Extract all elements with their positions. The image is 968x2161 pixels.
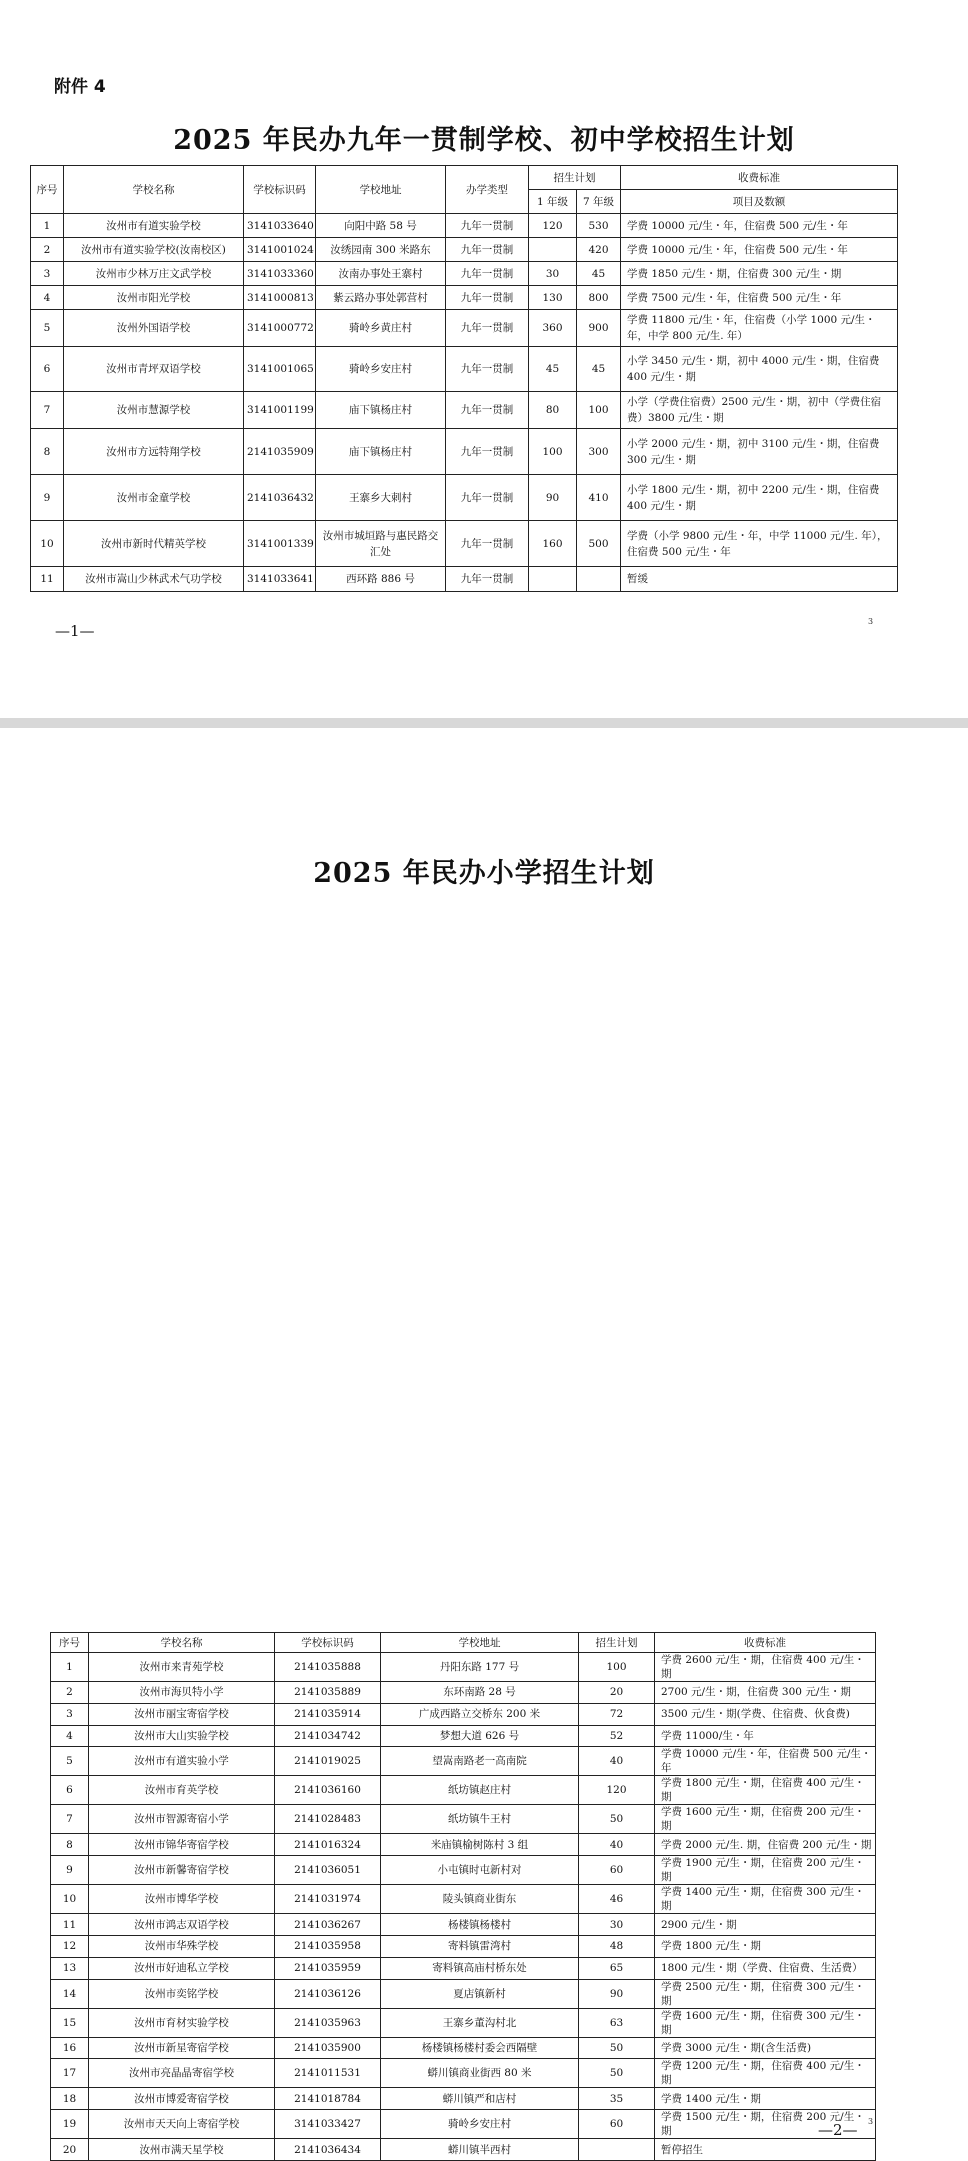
cell-code: 2141036432 [244,475,316,521]
cell-g1: 160 [529,521,577,567]
attachment-label: 附件 4 [54,77,106,97]
table-row [51,2059,876,2088]
table-row [51,2037,876,2059]
cell-plan: 48 [579,1935,655,1957]
table-row [51,2008,876,2037]
cell-code: 2141036434 [275,2139,381,2161]
table-row [31,214,898,238]
cell-seq: 9 [31,475,64,521]
cell-fee: 小学 2000 元/生・期，初中 3100 元/生・期，住宿费 300 元/生・期 [621,429,898,475]
cell-plan: 63 [579,2008,655,2037]
header-grade-7: 7 年级 [577,190,621,214]
cell-type: 九年一贯制 [446,286,529,310]
cell-g1: 30 [529,262,577,286]
table-row [51,2110,876,2139]
cell-seq: 18 [51,2088,89,2110]
cell-type: 九年一贯制 [446,310,529,347]
cell-g7: 300 [577,429,621,475]
cell-seq: 5 [51,1747,89,1776]
table-row [51,1747,876,1776]
cell-seq: 10 [31,521,64,567]
cell-plan: 100 [579,1653,655,1682]
cell-type: 九年一贯制 [446,521,529,567]
cell-g7: 410 [577,475,621,521]
cell-code: 2141035959 [275,1957,381,1979]
cell-g1: 100 [529,429,577,475]
cell-seq: 2 [51,1682,89,1704]
cell-seq: 19 [51,2110,89,2139]
cell-seq: 7 [51,1805,89,1834]
cell-fee: 学费 10000 元/生・年，住宿费 500 元/生・年 [655,1747,876,1776]
cell-seq: 8 [31,429,64,475]
header-school-address: 学校地址 [381,1633,579,1653]
cell-name: 汝州市智源寄宿小学 [89,1805,275,1834]
cell-plan: 120 [579,1776,655,1805]
cell-code: 2141018784 [275,2088,381,2110]
table-row [31,392,898,429]
cell-seq: 17 [51,2059,89,2088]
table-row [31,310,898,347]
cell-g7: 900 [577,310,621,347]
cell-address: 庙下镇杨庄村 [316,392,446,429]
cell-address: 陵头镇商业街东 [381,1885,579,1914]
cell-fee: 学费 1400 元/生・期，住宿费 300 元/生・期 [655,1885,876,1914]
cell-name: 汝州市来青苑学校 [89,1653,275,1682]
cell-name: 汝州市好迪私立学校 [89,1957,275,1979]
cell-name: 汝州市慧源学校 [64,392,244,429]
table-row [51,1703,876,1725]
table-row [51,1776,876,1805]
middle-school-enrollment-table [30,165,898,592]
cell-name: 汝州市有道实验小学 [89,1747,275,1776]
corner-mark: 3 [868,617,874,626]
table-row [51,1725,876,1747]
table-row [31,567,898,592]
cell-plan: 40 [579,1834,655,1856]
table-row [31,286,898,310]
cell-name: 汝州市博爱寄宿学校 [89,2088,275,2110]
cell-fee: 小学 3450 元/生・期，初中 4000 元/生・期，住宿费 400 元/生・期 [621,347,898,392]
primary-school-table-body [51,1653,876,2161]
cell-code: 2141035909 [244,429,316,475]
cell-code: 2141031974 [275,1885,381,1914]
cell-seq: 1 [31,214,64,238]
table-row [51,1653,876,1682]
table-row [51,1856,876,1885]
cell-fee: 小学（学费住宿费）2500 元/生・期，初中（学费住宿费）3800 元/生・期 [621,392,898,429]
cell-address: 蟒川镇严和店村 [381,2088,579,2110]
cell-name: 汝州市新时代精英学校 [64,521,244,567]
cell-type: 九年一贯制 [446,262,529,286]
cell-code: 2141011531 [275,2059,381,2088]
cell-name: 汝州外国语学校 [64,310,244,347]
cell-code: 2141035900 [275,2037,381,2059]
cell-code: 3141000813 [244,286,316,310]
cell-code: 2141016324 [275,1834,381,1856]
header-enrollment-plan: 招生计划 [579,1633,655,1653]
cell-name: 汝州市亮晶晶寄宿学校 [89,2059,275,2088]
cell-plan: 35 [579,2088,655,2110]
cell-fee: 小学 1800 元/生・期，初中 2200 元/生・期，住宿费 400 元/生・期 [621,475,898,521]
cell-type: 九年一贯制 [446,567,529,592]
cell-type: 九年一贯制 [446,392,529,429]
cell-g7: 100 [577,392,621,429]
cell-fee: 学费（小学 9800 元/生・年，中学 11000 元/生. 年），住宿费 500 元/生・年 [621,521,898,567]
page-number: —2— [818,2121,858,2139]
cell-seq: 9 [51,1856,89,1885]
table-row [51,1914,876,1936]
cell-name: 汝州市大山实验学校 [89,1725,275,1747]
primary-school-enrollment-table [50,1632,876,2161]
cell-plan: 90 [579,1979,655,2008]
cell-code: 3141033427 [275,2110,381,2139]
header-enrollment-plan: 招生计划 [529,166,621,190]
header-fee-standard: 收费标准 [655,1633,876,1653]
cell-g1: 130 [529,286,577,310]
cell-name: 汝州市新馨寄宿学校 [89,1856,275,1885]
cell-code: 2141019025 [275,1747,381,1776]
cell-fee: 1800 元/生・期（学费、住宿费、生活费） [655,1957,876,1979]
cell-address: 广成西路立交桥东 200 米 [381,1703,579,1725]
cell-g7: 800 [577,286,621,310]
cell-plan: 52 [579,1725,655,1747]
header-school-code: 学校标识码 [275,1633,381,1653]
table-row [51,1979,876,2008]
table-row [51,1957,876,1979]
table-row [51,1682,876,1704]
cell-type: 九年一贯制 [446,214,529,238]
table-row [31,347,898,392]
cell-type: 九年一贯制 [446,347,529,392]
header-fee-items: 项目及数额 [621,190,898,214]
table-row [51,1885,876,1914]
cell-name: 汝州市华殊学校 [89,1935,275,1957]
cell-code: 2141035888 [275,1653,381,1682]
corner-mark: 3 [868,2117,874,2126]
header-seq: 序号 [51,1633,89,1653]
cell-seq: 4 [31,286,64,310]
cell-fee: 学费 1800 元/生・期，住宿费 400 元/生・期 [655,1776,876,1805]
table-row [31,521,898,567]
cell-g7: 530 [577,214,621,238]
cell-plan: 50 [579,2059,655,2088]
header-fee-standard: 收费标准 [621,166,898,190]
cell-fee: 学费 2000 元/生. 期，住宿费 200 元/生・期 [655,1834,876,1856]
cell-name: 汝州市有道实验学校 [64,214,244,238]
middle-school-table-body [31,214,898,592]
cell-seq: 3 [31,262,64,286]
cell-fee: 学费 1900 元/生・期，住宿费 200 元/生・期 [655,1856,876,1885]
cell-plan: 40 [579,1747,655,1776]
document-page-2 [0,728,968,2156]
cell-fee: 3500 元/生・期(学费、住宿费、伙食费) [655,1703,876,1725]
cell-address: 夏店镇新村 [381,1979,579,2008]
cell-code: 2141035963 [275,2008,381,2037]
header-school-name: 学校名称 [89,1633,275,1653]
cell-name: 汝州市少林万庄文武学校 [64,262,244,286]
cell-code: 2141035889 [275,1682,381,1704]
cell-code: 3141033640 [244,214,316,238]
cell-g1: 45 [529,347,577,392]
cell-name: 汝州市有道实验学校(汝南校区) [64,238,244,262]
cell-name: 汝州市育材实验学校 [89,2008,275,2037]
cell-address: 望嵩南路老一高南院 [381,1747,579,1776]
header-school-name: 学校名称 [64,166,244,214]
cell-address: 西环路 886 号 [316,567,446,592]
cell-address: 杨楼镇杨楼村 [381,1914,579,1936]
cell-plan: 72 [579,1703,655,1725]
cell-fee: 学费 2500 元/生・期，住宿费 300 元/生・期 [655,1979,876,2008]
cell-fee: 学费 1400 元/生・期 [655,2088,876,2110]
page-title-middle-school: 2025 年民办九年一贯制学校、初中学校招生计划 [173,125,795,156]
cell-seq: 12 [51,1935,89,1957]
cell-g1: 120 [529,214,577,238]
cell-name: 汝州市博华学校 [89,1885,275,1914]
cell-address: 杨楼镇杨楼村委会西隔壁 [381,2037,579,2059]
cell-code: 3141001065 [244,347,316,392]
cell-address: 丹阳东路 177 号 [381,1653,579,1682]
cell-code: 2141036051 [275,1856,381,1885]
cell-address: 王寨乡董沟村北 [381,2008,579,2037]
cell-type: 九年一贯制 [446,475,529,521]
cell-seq: 6 [51,1776,89,1805]
cell-plan: 60 [579,1856,655,1885]
cell-name: 汝州市丽宝寄宿学校 [89,1703,275,1725]
page-title-primary-school: 2025 年民办小学招生计划 [313,858,655,889]
cell-address: 紫云路办事处郭营村 [316,286,446,310]
cell-code: 3141033641 [244,567,316,592]
cell-fee: 学费 11800 元/生・年，住宿费（小学 1000 元/生・年，中学 800 元/生. 年） [621,310,898,347]
table-row [31,262,898,286]
cell-fee: 学费 3000 元/生・期(含生活费) [655,2037,876,2059]
cell-address: 寄料镇雷湾村 [381,1935,579,1957]
cell-address: 骑岭乡安庄村 [316,347,446,392]
document-page-1 [0,0,968,718]
cell-code: 2141036267 [275,1914,381,1936]
cell-g1: 80 [529,392,577,429]
table-row [51,2139,876,2161]
cell-seq: 13 [51,1957,89,1979]
table-row [51,1935,876,1957]
cell-seq: 2 [31,238,64,262]
cell-address: 纸坊镇赵庄村 [381,1776,579,1805]
cell-name: 汝州市满天星学校 [89,2139,275,2161]
cell-fee: 学费 7500 元/生・年，住宿费 500 元/生・年 [621,286,898,310]
cell-address: 蟒川镇半西村 [381,2139,579,2161]
cell-address: 骑岭乡安庄村 [381,2110,579,2139]
cell-address: 蟒川镇商业街西 80 米 [381,2059,579,2088]
cell-g7: 420 [577,238,621,262]
cell-plan: 60 [579,2110,655,2139]
cell-fee: 学费 11000/生・年 [655,1725,876,1747]
cell-name: 汝州市嵩山少林武术气功学校 [64,567,244,592]
cell-g7: 500 [577,521,621,567]
cell-fee: 2700 元/生・期，住宿费 300 元/生・期 [655,1682,876,1704]
page-number: —1— [55,622,95,640]
cell-seq: 1 [51,1653,89,1682]
cell-name: 汝州市金童学校 [64,475,244,521]
cell-seq: 3 [51,1703,89,1725]
cell-address: 寄料镇高庙村桥东处 [381,1957,579,1979]
cell-fee: 暂缓 [621,567,898,592]
cell-seq: 11 [31,567,64,592]
cell-plan: 20 [579,1682,655,1704]
cell-seq: 7 [31,392,64,429]
cell-code: 3141001339 [244,521,316,567]
cell-fee: 学费 1800 元/生・期 [655,1935,876,1957]
cell-fee: 学费 1200 元/生・期，住宿费 400 元/生・期 [655,2059,876,2088]
cell-plan: 65 [579,1957,655,1979]
cell-fee: 学费 10000 元/生・年，住宿费 500 元/生・年 [621,238,898,262]
cell-plan: 50 [579,2037,655,2059]
cell-fee: 学费 1850 元/生・期，住宿费 300 元/生・期 [621,262,898,286]
cell-name: 汝州市育英学校 [89,1776,275,1805]
cell-fee: 学费 1600 元/生・期，住宿费 200 元/生・期 [655,1805,876,1834]
cell-name: 汝州市鸿志双语学校 [89,1914,275,1936]
cell-seq: 6 [31,347,64,392]
cell-code: 2141035958 [275,1935,381,1957]
cell-name: 汝州市新星寄宿学校 [89,2037,275,2059]
cell-code: 2141028483 [275,1805,381,1834]
cell-seq: 10 [51,1885,89,1914]
cell-seq: 8 [51,1834,89,1856]
cell-address: 梦想大道 626 号 [381,1725,579,1747]
cell-plan [579,2139,655,2161]
cell-type: 九年一贯制 [446,429,529,475]
cell-address: 向阳中路 58 号 [316,214,446,238]
cell-name: 汝州市阳光学校 [64,286,244,310]
table-row [51,1834,876,1856]
cell-name: 汝州市锦华寄宿学校 [89,1834,275,1856]
cell-code: 3141033360 [244,262,316,286]
cell-name: 汝州市天天向上寄宿学校 [89,2110,275,2139]
cell-type: 九年一贯制 [446,238,529,262]
cell-code: 2141036160 [275,1776,381,1805]
header-seq: 序号 [31,166,64,214]
cell-g7: 45 [577,262,621,286]
table-row [31,429,898,475]
table-row [31,238,898,262]
cell-fee: 学费 1500 元/生・期，住宿费 200 元/生・期 [655,2110,876,2139]
table-row [51,1805,876,1834]
page-divider [0,718,968,728]
cell-fee: 学费 10000 元/生・年，住宿费 500 元/生・年 [621,214,898,238]
cell-fee: 学费 1600 元/生・期，住宿费 300 元/生・期 [655,2008,876,2037]
cell-address: 骑岭乡黄庄村 [316,310,446,347]
table-row [31,475,898,521]
cell-code: 2141036126 [275,1979,381,2008]
cell-address: 米庙镇榆树陈村 3 组 [381,1834,579,1856]
header-school-code: 学校标识码 [244,166,316,214]
cell-address: 汝南办事处王寨村 [316,262,446,286]
cell-address: 王寨乡大刺村 [316,475,446,521]
cell-address: 纸坊镇牛王村 [381,1805,579,1834]
cell-address: 庙下镇杨庄村 [316,429,446,475]
cell-seq: 11 [51,1914,89,1936]
cell-seq: 20 [51,2139,89,2161]
cell-g7 [577,567,621,592]
cell-seq: 14 [51,1979,89,2008]
cell-fee: 学费 2600 元/生・期，住宿费 400 元/生・期 [655,1653,876,1682]
cell-code: 3141001199 [244,392,316,429]
header-school-address: 学校地址 [316,166,446,214]
table-row [51,2088,876,2110]
header-grade-1: 1 年级 [529,190,577,214]
cell-seq: 4 [51,1725,89,1747]
cell-code: 2141035914 [275,1703,381,1725]
header-school-type: 办学类型 [446,166,529,214]
cell-seq: 15 [51,2008,89,2037]
cell-address: 汝绣园南 300 米路东 [316,238,446,262]
cell-plan: 46 [579,1885,655,1914]
cell-g7: 45 [577,347,621,392]
cell-fee: 2900 元/生・期 [655,1914,876,1936]
cell-code: 3141000772 [244,310,316,347]
cell-g1: 90 [529,475,577,521]
cell-name: 汝州市青坪双语学校 [64,347,244,392]
cell-g1 [529,238,577,262]
cell-code: 2141034742 [275,1725,381,1747]
cell-code: 3141001024 [244,238,316,262]
cell-seq: 5 [31,310,64,347]
cell-seq: 16 [51,2037,89,2059]
cell-name: 汝州市奕铭学校 [89,1979,275,2008]
cell-g1 [529,567,577,592]
cell-g1: 360 [529,310,577,347]
cell-fee: 暂停招生 [655,2139,876,2161]
cell-address: 小屯镇时屯新村对 [381,1856,579,1885]
cell-plan: 30 [579,1914,655,1936]
cell-name: 汝州市方远特翔学校 [64,429,244,475]
cell-address: 东环南路 28 号 [381,1682,579,1704]
cell-name: 汝州市海贝特小学 [89,1682,275,1704]
cell-address: 汝州市城垣路与惠民路交汇处 [316,521,446,567]
cell-plan: 50 [579,1805,655,1834]
